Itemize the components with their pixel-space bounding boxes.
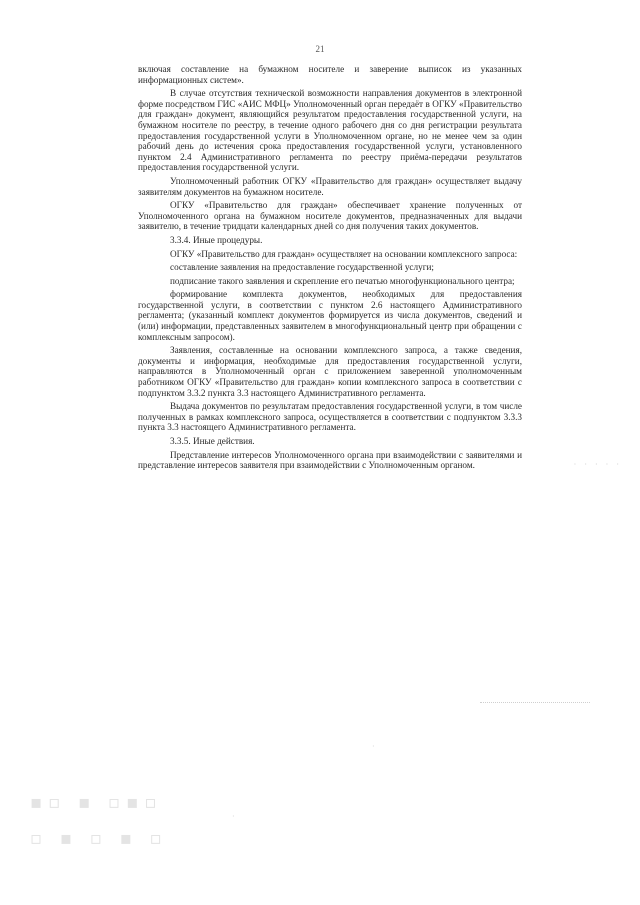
paragraph: формирование комплекта документов, необходимых для предоставления государственной услуги, в соответствии с пунктом 2.6 настоящего Административного регламента; (указанный комплект документов формируется из числа документов, сведений и (или) информации, представленных заявителем в многофункциональный центр при обращении с комплексным запросом). — [138, 289, 522, 342]
faded-stamp-mark-2: ▫ ▪ ▫ ▪ ▫ — [30, 828, 168, 849]
paragraph: Заявления, составленные на основании комплексного запроса, а также сведения, документы и информация, необходимые для предоставления государственной услуги, направляются в Уполномоченный орган с приложением заверенной уполномоченным работником ОГКУ «Правительство для граждан» копии комплексного запроса в соответствии с подпунктом 3.3.2 пункта 3.3 настоящего Административного регламента. — [138, 345, 522, 398]
paragraph: включая составление на бумажном носителе и заверение выписок из указанных информационных систем». — [138, 64, 522, 85]
document-body — [138, 64, 522, 474]
paragraph: В случае отсутствия технической возможности направления документов в электронной форме посредством ГИС «АИС МФЦ» Уполномоченный орган передаёт в ОГКУ «Правительство для граждан» документ, являющийся результатом предоставления государственной услуги, на бумажном носителе по реестру, в течение одного рабочего дня со дня регистрации результата предоставления государственной услуги в Уполномоченном органе, но не менее чем за один рабочий день до истечения срока предоставления государственной услуги, установленного пунктом 2.4 Административного регламента по реестру приёма-передачи результатов предоставления государственной услуги. — [138, 88, 522, 173]
paragraph: 3.3.5. Иные действия. — [170, 436, 255, 446]
paragraph: составление заявления на предоставление государственной услуги; — [170, 262, 434, 273]
page-number: 21 — [315, 44, 325, 54]
paragraph: ОГКУ «Правительство для граждан» осуществляет на основании комплексного запроса: — [170, 248, 518, 259]
scan-artifact-dot: · — [372, 742, 375, 751]
scan-artifact-dots: · · · · · — [573, 460, 622, 469]
paragraph: Уполномоченный работник ОГКУ «Правительство для граждан» осуществляет выдачу заявителям документов на бумажном носителе. — [138, 175, 522, 197]
paragraph: Выдача документов по результатам предоставления государственной услуги, в том числе полученных в рамках комплексного запроса, осуществляется в соответствии с подпунктом 3.3.3 пункта 3.3 настоящего Административного регламента. — [138, 401, 522, 433]
paragraph: Представление интересов Уполномоченного органа при взаимодействии с заявителями и представление интересов заявителя при взаимодействии с Уполномоченным органом. — [138, 449, 522, 471]
scan-artifact-dot: · — [232, 812, 235, 821]
scan-artifact-line — [480, 702, 590, 703]
paragraph: 3.3.4. Иные процедуры. — [170, 234, 263, 245]
paragraph: ОГКУ «Правительство для граждан» обеспечивает хранение полученных от Уполномоченного органа на бумажном носителе документов, предназначенных для выдачи заявителю, в течение тридцати календарных дней со дня получения таких документов. — [138, 200, 522, 232]
paragraph: подписание такого заявления и скрепление его печатью многофункционального центра; — [170, 275, 515, 286]
faded-stamp-mark: ▪▫ ▪ ▫▪▫ — [30, 792, 163, 813]
